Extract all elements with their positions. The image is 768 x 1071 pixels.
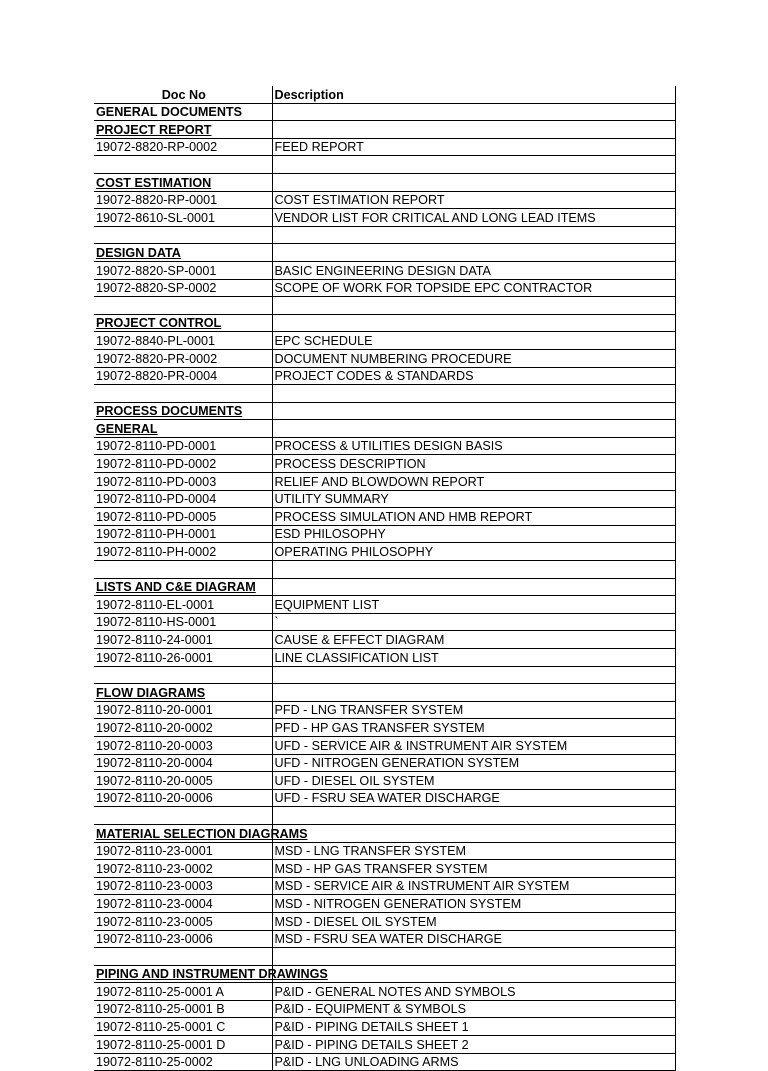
description-cell: MSD - DIESEL OIL SYSTEM	[272, 912, 675, 930]
section-heading-row	[94, 578, 675, 596]
table-row	[94, 261, 675, 279]
doc-number-cell: 19072-8110-25-0002	[94, 1053, 272, 1071]
section-heading-row	[94, 684, 675, 702]
table-row	[94, 860, 675, 878]
table-row	[94, 631, 675, 649]
section-heading-row	[94, 244, 675, 262]
description-cell: PROJECT CODES & STANDARDS	[272, 367, 675, 385]
section-title-cell	[94, 561, 272, 579]
table-row	[94, 473, 675, 491]
doc-number-cell: 19072-8110-25-0001 A	[94, 983, 272, 1001]
description-cell: P&ID - LNG UNLOADING ARMS	[272, 1053, 675, 1071]
doc-number-cell: 19072-8820-SP-0002	[94, 279, 272, 297]
doc-number-cell: 19072-8110-PD-0004	[94, 490, 272, 508]
doc-number-cell: 19072-8110-PD-0003	[94, 473, 272, 491]
section-heading-row	[94, 965, 675, 983]
doc-number-cell: 19072-8110-23-0001	[94, 842, 272, 860]
table-row	[94, 754, 675, 772]
description-cell: MSD - LNG TRANSFER SYSTEM	[272, 842, 675, 860]
description-cell	[272, 578, 675, 596]
section-heading-row	[94, 121, 675, 139]
description-cell: UFD - NITROGEN GENERATION SYSTEM	[272, 754, 675, 772]
description-cell	[272, 684, 675, 702]
doc-number-cell: 19072-8110-26-0001	[94, 649, 272, 667]
table-row	[94, 455, 675, 473]
doc-number-cell: 19072-8110-20-0002	[94, 719, 272, 737]
doc-number-cell: 19072-8110-PD-0001	[94, 437, 272, 455]
doc-number-cell: 19072-8110-20-0006	[94, 789, 272, 807]
description-cell	[272, 244, 675, 262]
table-row	[94, 349, 675, 367]
description-cell: UFD - DIESEL OIL SYSTEM	[272, 772, 675, 790]
description-cell	[272, 402, 675, 420]
description-cell	[272, 121, 675, 139]
description-cell: EPC SCHEDULE	[272, 332, 675, 350]
table-row	[94, 789, 675, 807]
section-title-cell	[94, 297, 272, 315]
doc-number-cell: 19072-8110-20-0004	[94, 754, 272, 772]
description-cell	[272, 173, 675, 191]
table-row	[94, 543, 675, 561]
doc-number-cell: 19072-8110-23-0006	[94, 930, 272, 948]
section-title-cell	[94, 156, 272, 174]
section-title-cell	[94, 226, 272, 244]
table-row	[94, 736, 675, 754]
doc-number-cell: 19072-8820-PR-0004	[94, 367, 272, 385]
description-cell: DOCUMENT NUMBERING PROCEDURE	[272, 349, 675, 367]
table-row	[94, 772, 675, 790]
section-title-cell: PROCESS DOCUMENTS	[94, 402, 272, 420]
table-row	[94, 701, 675, 719]
table-row	[94, 1018, 675, 1036]
blank-row	[94, 807, 675, 825]
description-cell: SCOPE OF WORK FOR TOPSIDE EPC CONTRACTOR	[272, 279, 675, 297]
description-cell	[272, 807, 675, 825]
section-title-cell: GENERAL DOCUMENTS	[94, 103, 272, 121]
table-row	[94, 490, 675, 508]
description-cell: BASIC ENGINEERING DESIGN DATA	[272, 261, 675, 279]
description-cell	[272, 420, 675, 438]
table-row	[94, 596, 675, 614]
section-heading-row	[94, 420, 675, 438]
table-row	[94, 209, 675, 227]
description-cell: CAUSE & EFFECT DIAGRAM	[272, 631, 675, 649]
doc-number-cell: 19072-8110-PD-0005	[94, 508, 272, 526]
table-row	[94, 367, 675, 385]
description-cell	[272, 297, 675, 315]
doc-number-cell: 19072-8110-20-0003	[94, 736, 272, 754]
table-row	[94, 1000, 675, 1018]
doc-number-cell: 19072-8110-25-0001 D	[94, 1036, 272, 1054]
description-cell: PROCESS DESCRIPTION	[272, 455, 675, 473]
table-row	[94, 842, 675, 860]
header-row	[94, 86, 675, 103]
description-cell: OPERATING PHILOSOPHY	[272, 543, 675, 561]
description-cell: UFD - SERVICE AIR & INSTRUMENT AIR SYSTEM	[272, 736, 675, 754]
table-row	[94, 649, 675, 667]
section-title-cell	[94, 807, 272, 825]
section-title-cell: LISTS AND C&E DIAGRAM	[94, 578, 272, 596]
section-title-cell: PROJECT CONTROL	[94, 314, 272, 332]
description-cell: MSD - HP GAS TRANSFER SYSTEM	[272, 860, 675, 878]
section-title-cell: GENERAL	[94, 420, 272, 438]
description-cell: UFD - FSRU SEA WATER DISCHARGE	[272, 789, 675, 807]
table-row	[94, 1053, 675, 1071]
description-cell	[272, 561, 675, 579]
description-cell: P&ID - PIPING DETAILS SHEET 2	[272, 1036, 675, 1054]
description-cell	[272, 385, 675, 403]
blank-row	[94, 666, 675, 684]
doc-number-cell: 19072-8110-20-0001	[94, 701, 272, 719]
section-title-cell	[94, 385, 272, 403]
description-cell	[272, 314, 675, 332]
description-cell: PFD - HP GAS TRANSFER SYSTEM	[272, 719, 675, 737]
section-title-cell: DESIGN DATA	[94, 244, 272, 262]
doc-number-cell: 19072-8820-RP-0002	[94, 138, 272, 156]
section-title-cell	[94, 666, 272, 684]
description-cell: VENDOR LIST FOR CRITICAL AND LONG LEAD ITEMS	[272, 209, 675, 227]
table-row	[94, 719, 675, 737]
description-cell: P&ID - GENERAL NOTES AND SYMBOLS	[272, 983, 675, 1001]
table-row	[94, 983, 675, 1001]
doc-no-header: Doc No	[94, 86, 272, 103]
description-cell: ESD PHILOSOPHY	[272, 525, 675, 543]
doc-number-cell: 19072-8110-EL-0001	[94, 596, 272, 614]
description-cell: MSD - FSRU SEA WATER DISCHARGE	[272, 930, 675, 948]
table-row	[94, 525, 675, 543]
section-title-cell: MATERIAL SELECTION DIAGRAMS	[94, 824, 272, 842]
doc-number-cell: 19072-8110-PH-0001	[94, 525, 272, 543]
doc-number-cell: 19072-8110-HS-0001	[94, 613, 272, 631]
description-cell: LINE CLASSIFICATION LIST	[272, 649, 675, 667]
description-cell	[272, 103, 675, 121]
table-row	[94, 332, 675, 350]
table-row	[94, 877, 675, 895]
section-heading-row	[94, 314, 675, 332]
table-row	[94, 279, 675, 297]
doc-number-cell: 19072-8110-20-0005	[94, 772, 272, 790]
description-cell	[272, 948, 675, 966]
description-cell	[272, 965, 675, 983]
table-row	[94, 437, 675, 455]
description-cell: P&ID - EQUIPMENT & SYMBOLS	[272, 1000, 675, 1018]
section-title-cell: PROJECT REPORT	[94, 121, 272, 139]
description-cell: `	[272, 613, 675, 631]
blank-row	[94, 561, 675, 579]
doc-number-cell: 19072-8820-PR-0002	[94, 349, 272, 367]
doc-number-cell: 19072-8110-23-0004	[94, 895, 272, 913]
table-row	[94, 508, 675, 526]
section-title-cell	[94, 948, 272, 966]
blank-row	[94, 297, 675, 315]
doc-number-cell: 19072-8110-23-0005	[94, 912, 272, 930]
description-cell: PROCESS & UTILITIES DESIGN BASIS	[272, 437, 675, 455]
doc-number-cell: 19072-8820-RP-0001	[94, 191, 272, 209]
doc-number-cell: 19072-8840-PL-0001	[94, 332, 272, 350]
table-row	[94, 912, 675, 930]
description-cell: FEED REPORT	[272, 138, 675, 156]
section-heading-row	[94, 402, 675, 420]
blank-row	[94, 156, 675, 174]
blank-row	[94, 226, 675, 244]
description-cell: EQUIPMENT LIST	[272, 596, 675, 614]
section-heading-row	[94, 824, 675, 842]
doc-number-cell: 19072-8820-SP-0001	[94, 261, 272, 279]
description-cell: MSD - SERVICE AIR & INSTRUMENT AIR SYSTEM	[272, 877, 675, 895]
doc-number-cell: 19072-8110-25-0001 C	[94, 1018, 272, 1036]
description-cell: RELIEF AND BLOWDOWN REPORT	[272, 473, 675, 491]
doc-number-cell: 19072-8110-24-0001	[94, 631, 272, 649]
blank-row	[94, 385, 675, 403]
description-cell	[272, 226, 675, 244]
table-row	[94, 138, 675, 156]
doc-number-cell: 19072-8110-23-0002	[94, 860, 272, 878]
table-body	[94, 103, 675, 1071]
table-row	[94, 930, 675, 948]
section-heading-row	[94, 103, 675, 121]
description-cell: P&ID - PIPING DETAILS SHEET 1	[272, 1018, 675, 1036]
doc-number-cell: 19072-8110-PD-0002	[94, 455, 272, 473]
description-cell: UTILITY SUMMARY	[272, 490, 675, 508]
table-row	[94, 895, 675, 913]
doc-number-cell: 19072-8110-23-0003	[94, 877, 272, 895]
doc-number-cell: 19072-8610-SL-0001	[94, 209, 272, 227]
section-heading-row	[94, 173, 675, 191]
table-row	[94, 613, 675, 631]
section-title-cell: COST ESTIMATION	[94, 173, 272, 191]
description-cell	[272, 824, 675, 842]
doc-number-cell: 19072-8110-25-0001 B	[94, 1000, 272, 1018]
section-title-cell: FLOW DIAGRAMS	[94, 684, 272, 702]
description-cell: PROCESS SIMULATION AND HMB REPORT	[272, 508, 675, 526]
description-cell: COST ESTIMATION REPORT	[272, 191, 675, 209]
description-header: Description	[272, 86, 675, 103]
document-register-table	[94, 86, 676, 1071]
section-title-cell: PIPING AND INSTRUMENT DRAWINGS	[94, 965, 272, 983]
description-cell: PFD - LNG TRANSFER SYSTEM	[272, 701, 675, 719]
table-row	[94, 191, 675, 209]
doc-number-cell: 19072-8110-PH-0002	[94, 543, 272, 561]
description-cell	[272, 666, 675, 684]
table-row	[94, 1036, 675, 1054]
blank-row	[94, 948, 675, 966]
description-cell: MSD - NITROGEN GENERATION SYSTEM	[272, 895, 675, 913]
description-cell	[272, 156, 675, 174]
